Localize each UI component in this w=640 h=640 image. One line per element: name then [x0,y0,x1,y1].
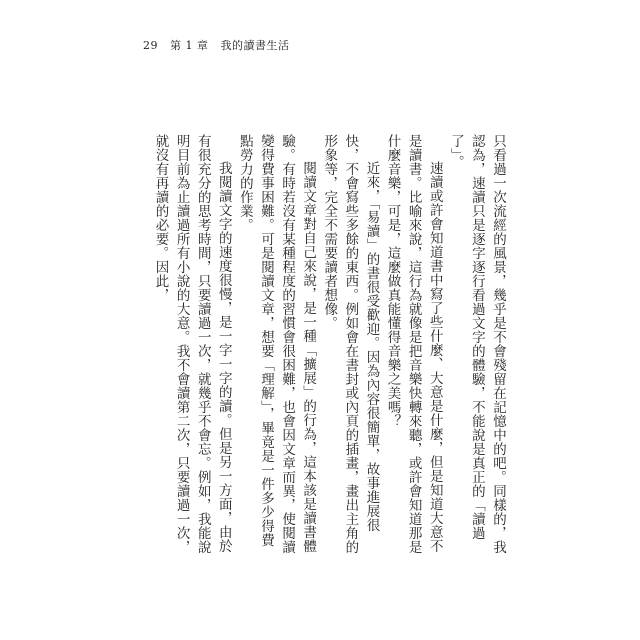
paragraph: 只看過一次流經的風景，幾乎是不會殘留在記憶中的吧。同樣的，我認為，速讀只是逐字逐行看過文字的體驗，不能說是真正的「讀過了」。 [447,134,506,554]
body-text [152,134,508,554]
paragraph: 近來，「易讀」的書很受歡迎。因為內容很簡單，故事進展很快，不會寫些多餘的東西。例如會在書封或內頁的插畫，畫出主角的形象等，完全不需要讀者想像。 [321,134,380,554]
chapter-title: 我的讀書生活 [220,39,290,52]
chapter-label: 第 1 章 [170,39,209,52]
running-header [143,37,298,53]
page-number: 29 [143,39,158,52]
paragraph: 閱讀文章對自己來說，是一種「擴展」的行為，這本該是讀書體驗。有時若沒有某種程度的習慣會很困難，也會因文章而異，使閱讀變得費事困難。可是閱讀文章，想要「理解」，畢竟是一件多少得費點勞力的作業。 [236,134,317,554]
paragraph: 速讀或許會知道書中寫了些什麼、大意是什麼，但是知道大意不是讀書。比喻來說，這行為就像是把音樂快轉來聽，或許會知道那是什麼音樂，可是，這麼做真能懂得音樂之美嗎？ [384,134,443,554]
paragraph: 我閱讀文字的速度很慢，是一字一字的讀。但是另一方面，由於有很充分的思考時間，只要讀過一次，就幾乎不會忘。例如，我能說明目前為止讀過所有小說的大意。我不會讀第二次，只要讀過一次，就沒有再讀的必要。因此， [152,134,232,554]
